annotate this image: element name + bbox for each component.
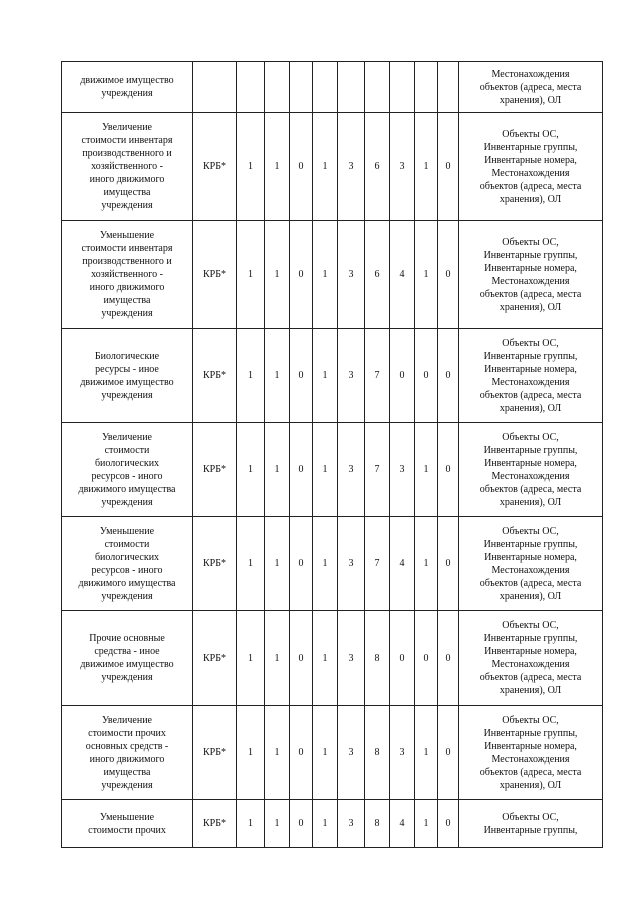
analytics-cell: Объекты ОС, Инвентарные группы, Инвентарные номера, Местонахождения объектов (адреса, места хранения), ОЛ (459, 113, 603, 221)
account-digit-cell: 3 (338, 706, 365, 800)
account-digit-cell (290, 62, 313, 113)
account-name-cell: Прочие основные средства - иное движимое имущество учреждения (62, 611, 193, 706)
code-cell: КРБ* (193, 329, 237, 423)
code-cell: КРБ* (193, 800, 237, 848)
table-row (62, 800, 603, 848)
account-digit-cell: 0 (415, 611, 438, 706)
account-digit-cell: 1 (265, 113, 290, 221)
account-digit-cell: 0 (438, 611, 459, 706)
account-digit-cell: 1 (313, 423, 338, 517)
account-digit-cell: 1 (415, 423, 438, 517)
account-digit-cell: 1 (265, 423, 290, 517)
account-digit-cell: 1 (313, 611, 338, 706)
account-digit-cell: 1 (237, 800, 265, 848)
account-digit-cell: 0 (438, 221, 459, 329)
account-name-cell: Увеличение стоимости инвентаря производственного и хозяйственного - иного движимого имущества учреждения (62, 113, 193, 221)
code-cell: КРБ* (193, 113, 237, 221)
account-name-cell: движимое имущество учреждения (62, 62, 193, 113)
code-cell: КРБ* (193, 221, 237, 329)
account-digit-cell: 4 (390, 517, 415, 611)
account-digit-cell: 1 (237, 706, 265, 800)
account-digit-cell (415, 62, 438, 113)
account-digit-cell: 0 (390, 611, 415, 706)
account-digit-cell (313, 62, 338, 113)
table-row (62, 423, 603, 517)
code-cell: КРБ* (193, 611, 237, 706)
account-name-cell: Увеличение стоимости биологических ресурсов - иного движимого имущества учреждения (62, 423, 193, 517)
account-digit-cell: 0 (390, 329, 415, 423)
account-digit-cell: 4 (390, 800, 415, 848)
account-digit-cell: 8 (365, 611, 390, 706)
account-name-cell: Увеличение стоимости прочих основных средств - иного движимого имущества учреждения (62, 706, 193, 800)
account-digit-cell: 1 (237, 221, 265, 329)
analytics-cell: Объекты ОС, Инвентарные группы, (459, 800, 603, 848)
account-digit-cell: 1 (265, 800, 290, 848)
account-digit-cell (438, 62, 459, 113)
account-digit-cell: 8 (365, 706, 390, 800)
account-digit-cell: 0 (438, 517, 459, 611)
account-digit-cell: 3 (338, 611, 365, 706)
account-digit-cell: 7 (365, 423, 390, 517)
account-name-cell: Биологические ресурсы - иное движимое имущество учреждения (62, 329, 193, 423)
account-digit-cell: 1 (313, 329, 338, 423)
account-digit-cell: 1 (415, 706, 438, 800)
table-row (62, 221, 603, 329)
account-digit-cell: 3 (338, 329, 365, 423)
account-digit-cell: 0 (438, 113, 459, 221)
account-digit-cell: 1 (265, 611, 290, 706)
analytics-cell: Объекты ОС, Инвентарные группы, Инвентарные номера, Местонахождения объектов (адреса, места хранения), ОЛ (459, 517, 603, 611)
account-digit-cell: 0 (290, 329, 313, 423)
account-digit-cell: 0 (290, 113, 313, 221)
account-digit-cell: 1 (415, 517, 438, 611)
account-digit-cell: 0 (415, 329, 438, 423)
account-digit-cell: 1 (237, 423, 265, 517)
account-digit-cell: 3 (390, 423, 415, 517)
account-digit-cell: 1 (265, 517, 290, 611)
account-digit-cell: 1 (265, 706, 290, 800)
table-row (62, 62, 603, 113)
account-digit-cell: 1 (415, 221, 438, 329)
account-digit-cell: 1 (237, 611, 265, 706)
analytics-cell: Объекты ОС, Инвентарные группы, Инвентарные номера, Местонахождения объектов (адреса, места хранения), ОЛ (459, 423, 603, 517)
account-name-cell: Уменьшение стоимости биологических ресурсов - иного движимого имущества учреждения (62, 517, 193, 611)
account-digit-cell: 0 (290, 611, 313, 706)
account-digit-cell: 1 (415, 800, 438, 848)
account-digit-cell: 0 (290, 423, 313, 517)
account-digit-cell: 1 (237, 329, 265, 423)
account-digit-cell: 0 (438, 329, 459, 423)
account-name-cell: Уменьшение стоимости инвентаря производственного и хозяйственного - иного движимого имущества учреждения (62, 221, 193, 329)
account-digit-cell: 1 (415, 113, 438, 221)
account-digit-cell: 0 (290, 800, 313, 848)
analytics-cell: Объекты ОС, Инвентарные группы, Инвентарные номера, Местонахождения объектов (адреса, места хранения), ОЛ (459, 221, 603, 329)
account-digit-cell: 0 (290, 706, 313, 800)
account-digit-cell: 1 (265, 221, 290, 329)
account-digit-cell: 3 (390, 113, 415, 221)
account-digit-cell: 0 (438, 706, 459, 800)
account-digit-cell: 1 (237, 517, 265, 611)
account-digit-cell: 1 (313, 221, 338, 329)
account-digit-cell: 0 (438, 800, 459, 848)
account-digit-cell (390, 62, 415, 113)
account-digit-cell: 3 (338, 517, 365, 611)
account-digit-cell: 3 (338, 113, 365, 221)
account-digit-cell: 1 (265, 329, 290, 423)
account-digit-cell: 0 (438, 423, 459, 517)
table-row (62, 706, 603, 800)
account-digit-cell: 3 (390, 706, 415, 800)
table-row (62, 611, 603, 706)
account-digit-cell: 3 (338, 221, 365, 329)
account-digit-cell: 1 (313, 113, 338, 221)
account-digit-cell (237, 62, 265, 113)
account-name-cell: Уменьшение стоимости прочих (62, 800, 193, 848)
analytics-cell: Объекты ОС, Инвентарные группы, Инвентарные номера, Местонахождения объектов (адреса, места хранения), ОЛ (459, 329, 603, 423)
account-digit-cell: 0 (290, 517, 313, 611)
analytics-cell: Объекты ОС, Инвентарные группы, Инвентарные номера, Местонахождения объектов (адреса, места хранения), ОЛ (459, 611, 603, 706)
account-digit-cell: 1 (237, 113, 265, 221)
account-digit-cell: 3 (338, 423, 365, 517)
account-digit-cell: 1 (313, 517, 338, 611)
account-digit-cell: 0 (290, 221, 313, 329)
table-row (62, 517, 603, 611)
code-cell: КРБ* (193, 517, 237, 611)
account-digit-cell (365, 62, 390, 113)
account-digit-cell: 7 (365, 517, 390, 611)
account-digit-cell: 6 (365, 221, 390, 329)
analytics-cell: Объекты ОС, Инвентарные группы, Инвентарные номера, Местонахождения объектов (адреса, места хранения), ОЛ (459, 706, 603, 800)
account-digit-cell: 8 (365, 800, 390, 848)
account-digit-cell: 4 (390, 221, 415, 329)
account-digit-cell: 7 (365, 329, 390, 423)
account-digit-cell: 1 (313, 706, 338, 800)
account-digit-cell (265, 62, 290, 113)
analytics-cell: Местонахождения объектов (адреса, места хранения), ОЛ (459, 62, 603, 113)
code-cell (193, 62, 237, 113)
table-row (62, 329, 603, 423)
account-digit-cell: 6 (365, 113, 390, 221)
code-cell: КРБ* (193, 706, 237, 800)
account-digit-cell: 1 (313, 800, 338, 848)
accounts-table (61, 61, 603, 848)
account-digit-cell: 3 (338, 800, 365, 848)
table-row (62, 113, 603, 221)
account-digit-cell (338, 62, 365, 113)
code-cell: КРБ* (193, 423, 237, 517)
